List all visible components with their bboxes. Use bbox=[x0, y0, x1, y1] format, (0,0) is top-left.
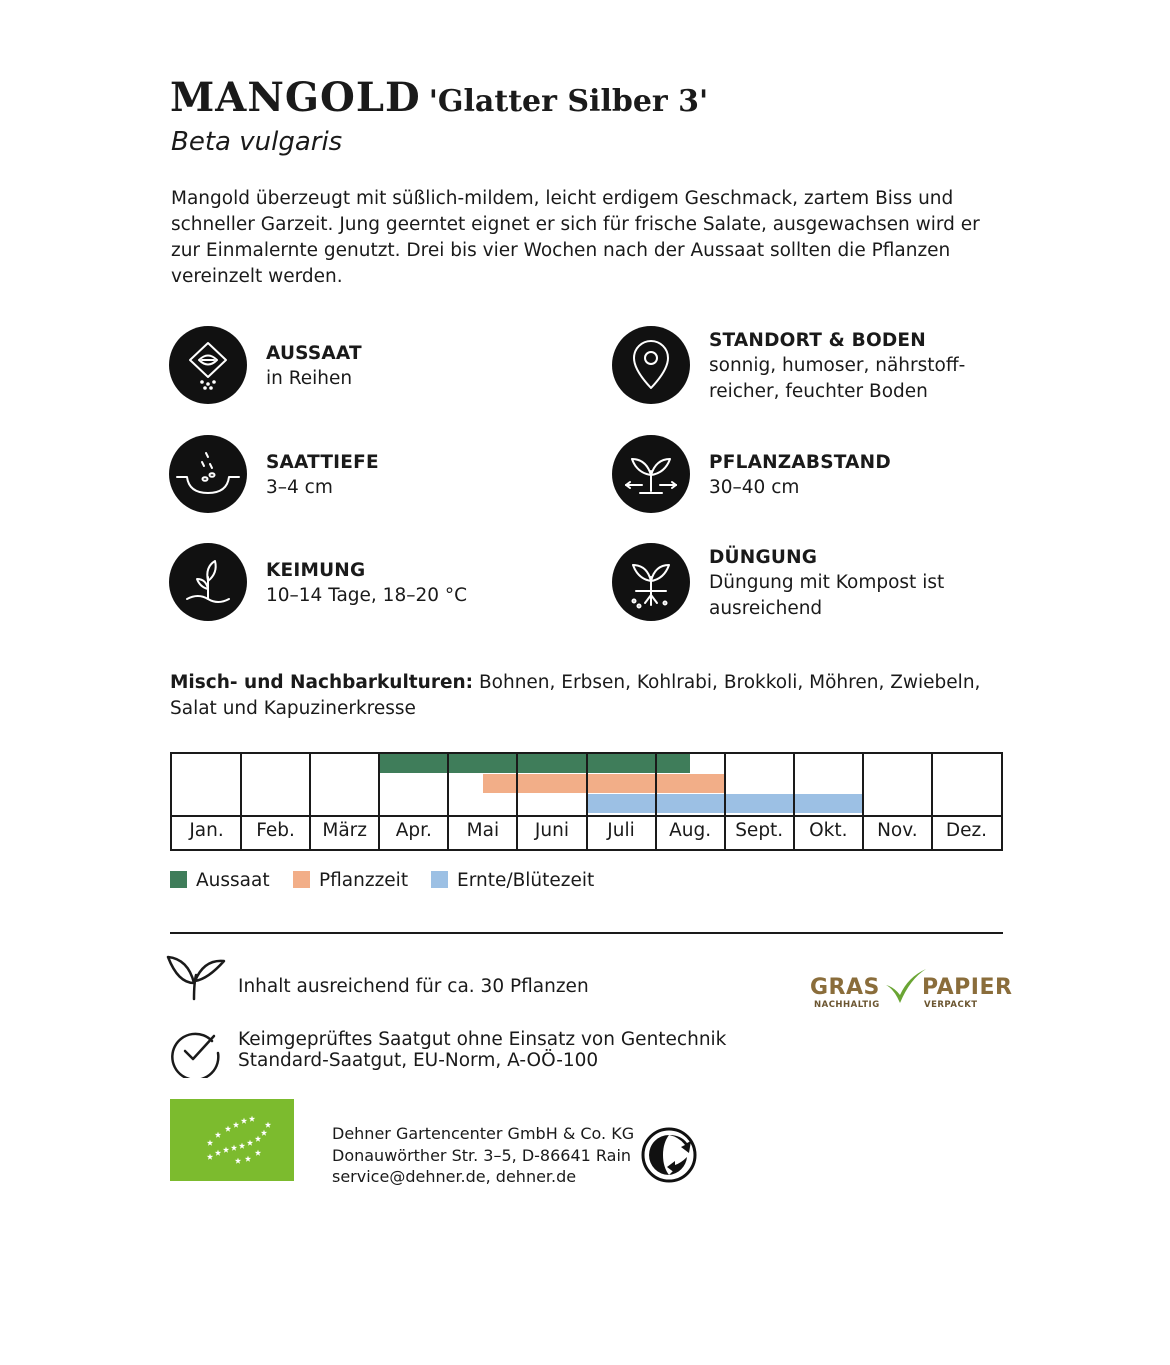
quality-line-1: Keimgeprüftes Saatgut ohne Einsatz von Gentechnik bbox=[238, 1029, 727, 1050]
month-label: Okt. bbox=[809, 820, 848, 841]
title-main: MANGOLD bbox=[170, 74, 421, 121]
legend-swatch-ernte bbox=[431, 871, 448, 888]
legend-label-ernte: Ernte/Blütezeit bbox=[457, 870, 595, 891]
month-label: Aug. bbox=[669, 820, 712, 841]
eu-star bbox=[207, 1154, 213, 1160]
eu-star bbox=[223, 1147, 229, 1153]
month-label: Nov. bbox=[877, 820, 918, 841]
month-label: Juni bbox=[534, 820, 569, 841]
eu-star bbox=[255, 1150, 261, 1156]
eu-star bbox=[239, 1143, 245, 1149]
legend-pflanzzeit bbox=[293, 870, 408, 891]
month-label: Apr. bbox=[395, 820, 432, 841]
product-title bbox=[170, 74, 708, 121]
eu-star bbox=[265, 1122, 271, 1128]
companions-text: Bohnen, Erbsen, Kohlrabi, Brokkoli, Möhren, Zwiebeln, Salat und Kapuzinerkresse bbox=[170, 672, 981, 719]
keimung-value: 10–14 Tage, 18–20 °C bbox=[266, 585, 468, 606]
location-pin-icon bbox=[612, 326, 690, 404]
footer-divider bbox=[170, 932, 1003, 934]
seedling-icon bbox=[164, 953, 228, 1003]
sprout-icon bbox=[169, 543, 247, 621]
legend-label-pflanzzeit: Pflanzzeit bbox=[319, 870, 409, 891]
info-aussaat bbox=[169, 326, 589, 408]
eu-star bbox=[215, 1150, 221, 1156]
keimung-label: KEIMUNG bbox=[266, 560, 366, 581]
gras-word: GRAS bbox=[810, 975, 880, 1000]
nachhaltig-word: NACHHALTIG bbox=[814, 1000, 880, 1010]
eu-star bbox=[247, 1140, 253, 1146]
pflanzabstand-label: PFLANZABSTAND bbox=[709, 452, 891, 473]
eu-star bbox=[231, 1145, 237, 1151]
title-variety: 'Glatter Silber 3' bbox=[428, 84, 709, 119]
plant-spacing-icon bbox=[612, 435, 690, 513]
company-contact: service@dehner.de, dehner.de bbox=[332, 1167, 577, 1186]
papier-word: PAPIER bbox=[922, 975, 1013, 1000]
eu-star bbox=[241, 1118, 247, 1124]
eu-star bbox=[249, 1116, 255, 1122]
planting-calendar bbox=[170, 752, 1003, 851]
company-info bbox=[332, 1123, 634, 1188]
info-standort bbox=[612, 326, 1032, 408]
eu-leaf-stars-icon bbox=[170, 1099, 294, 1181]
saattiefe-label: SAATTIEFE bbox=[266, 452, 379, 473]
duengung-label: DÜNGUNG bbox=[709, 547, 818, 568]
verpackt-word: VERPACKT bbox=[924, 1000, 978, 1010]
eu-star bbox=[245, 1156, 251, 1162]
eu-star bbox=[255, 1136, 261, 1142]
eu-star bbox=[215, 1132, 221, 1138]
company-name: Dehner Gartencenter GmbH & Co. KG bbox=[332, 1124, 635, 1143]
month-label: März bbox=[322, 820, 367, 841]
month-label: Sept. bbox=[735, 820, 784, 841]
companion-plants bbox=[170, 670, 1000, 722]
company-address: Donauwörther Str. 3–5, D-86641 Rain bbox=[332, 1145, 632, 1165]
month-label: Dez. bbox=[945, 820, 988, 841]
period-bar-aussaat bbox=[379, 754, 690, 773]
companions-label: Misch- und Nachbarkulturen: bbox=[170, 672, 474, 693]
info-keimung bbox=[169, 543, 589, 625]
legend-swatch-aussaat bbox=[170, 871, 187, 888]
eu-organic-logo bbox=[170, 1099, 294, 1181]
legend-ernte bbox=[431, 870, 594, 891]
duengung-value: Düngung mit Kompost ist ausreichend bbox=[709, 572, 945, 619]
seed-packet-icon bbox=[169, 326, 247, 404]
month-label: Juli bbox=[607, 820, 635, 841]
eu-star bbox=[261, 1130, 267, 1136]
quality-line-2: Standard-Saatgut, EU-Norm, A-OÖ-100 bbox=[238, 1050, 599, 1071]
standort-value: sonnig, humoser, nährstoff-reicher, feuchter Boden bbox=[709, 355, 966, 402]
content-amount: Inhalt ausreichend für ca. 30 Pflanzen bbox=[238, 976, 589, 997]
seed-depth-icon bbox=[169, 435, 247, 513]
checkmark-circle-icon bbox=[168, 1024, 222, 1078]
eu-star bbox=[225, 1126, 231, 1132]
eu-star bbox=[207, 1140, 213, 1146]
legend-aussaat bbox=[170, 870, 270, 891]
intro-text: Mangold überzeugt mit süßlich-mildem, leicht erdigem Geschmack, zartem Biss und schneller Garzeit. Jung geerntet eignet er sich für frische Salate, ausgewachsen wird er zur Einmalernte genutzt. Drei bis vier Wochen nach der Aussaat sollten die Pflanzen vereinzelt werden. bbox=[171, 188, 980, 287]
latin-name: Beta vulgaris bbox=[171, 127, 343, 157]
pflanzabstand-value: 30–40 cm bbox=[709, 477, 800, 498]
legend-swatch-pflanzzeit bbox=[293, 871, 310, 888]
legend-label-aussaat: Aussaat bbox=[196, 870, 270, 891]
info-saattiefe bbox=[169, 435, 589, 517]
aussaat-value: in Reihen bbox=[266, 368, 353, 389]
green-dot-recycling-icon bbox=[641, 1127, 697, 1183]
month-label: Jan. bbox=[189, 820, 224, 841]
standort-label: STANDORT & BODEN bbox=[709, 330, 926, 351]
month-label: Feb. bbox=[256, 820, 295, 841]
aussaat-label: AUSSAAT bbox=[266, 343, 362, 364]
month-label: Mai bbox=[466, 820, 500, 841]
info-duengung bbox=[612, 543, 1032, 625]
eu-star bbox=[235, 1158, 241, 1164]
saattiefe-value: 3–4 cm bbox=[266, 477, 333, 498]
info-pflanzabstand bbox=[612, 435, 1032, 517]
period-bar-pflanzzeit bbox=[483, 774, 725, 793]
eu-star bbox=[233, 1122, 239, 1128]
gras-papier-logo bbox=[808, 965, 1013, 1015]
fertilizer-plant-icon bbox=[612, 543, 690, 621]
